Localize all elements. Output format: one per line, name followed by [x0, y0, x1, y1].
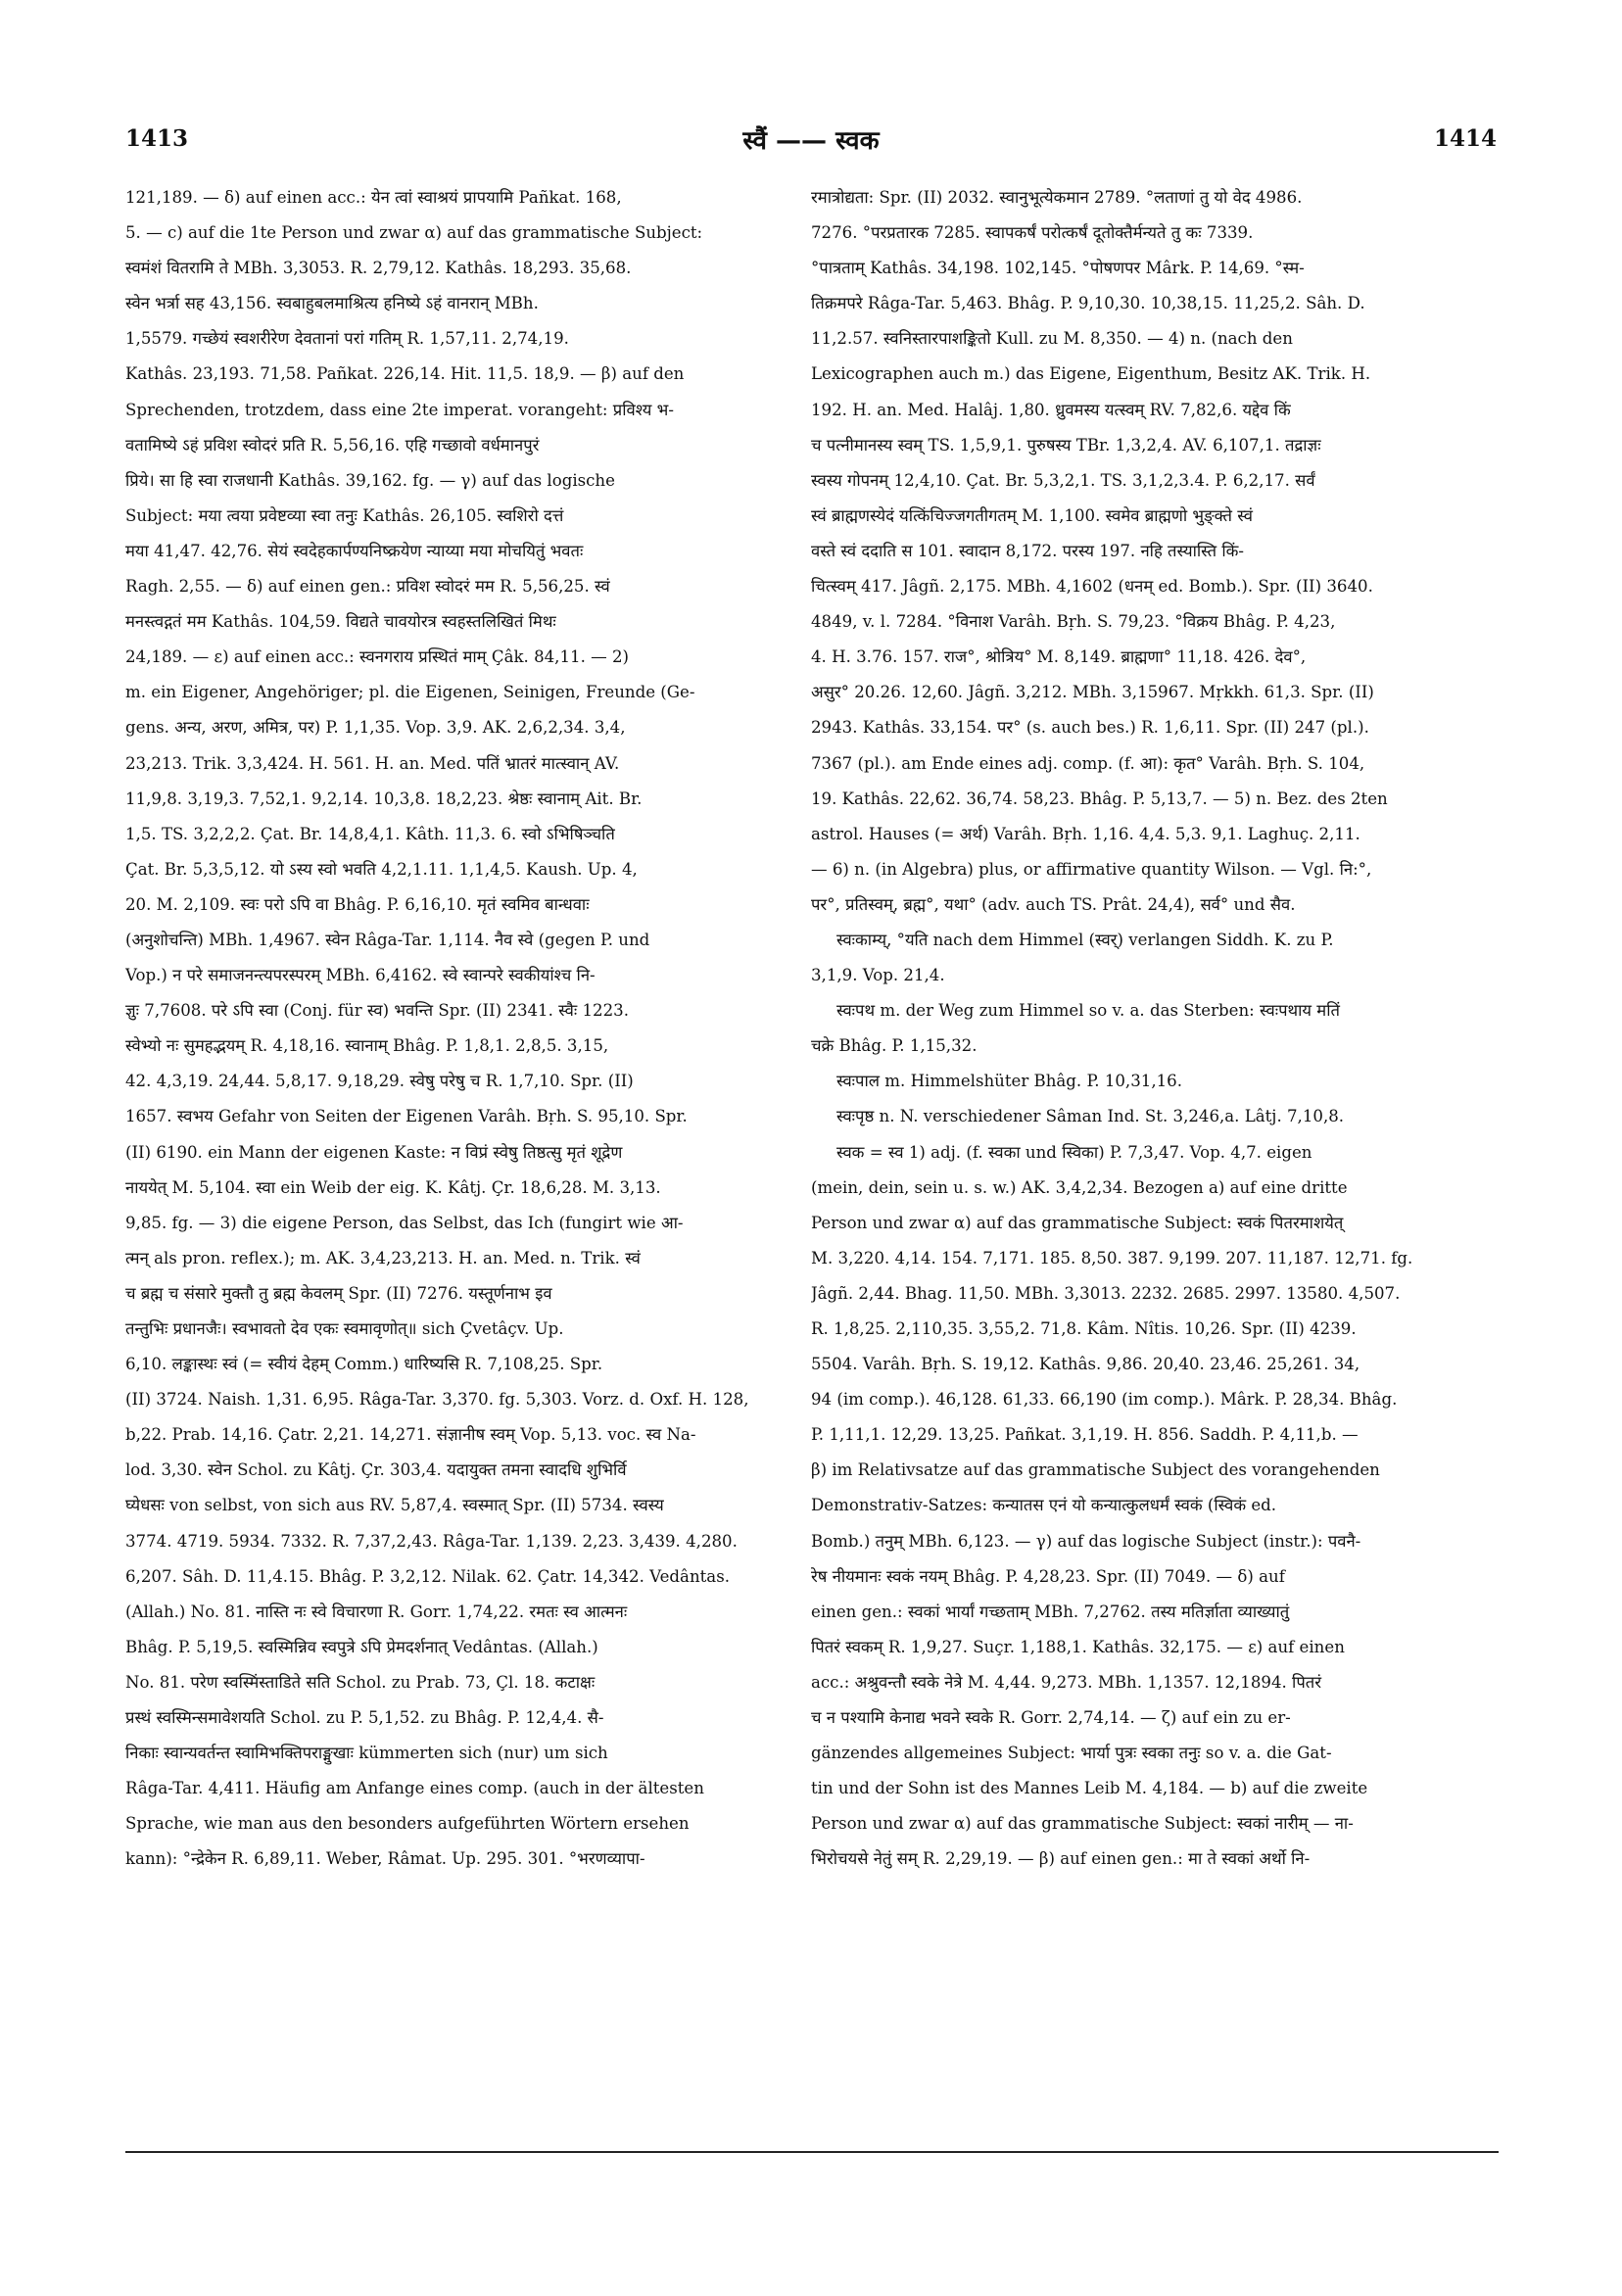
text-line: घ्येधसः von selbst, von sich aus RV. 5,87,4. स्वस्मात् Spr. (II) 5734. स्वस्य [125, 1496, 664, 1515]
text-line: स्वःपाल m. Himmelshüter Bhâg. P. 10,31,16. [836, 1072, 1182, 1091]
text-line: स्वेभ्यो नः सुमहद्भयम् R. 4,18,16. स्वानाम् Bhâg. P. 1,8,1. 2,8,5. 3,15, [125, 1036, 609, 1056]
text-line: 7367 (pl.). am Ende eines adj. comp. (f. आ): कृत° Varâh. Bṛh. S. 104, [811, 753, 1365, 773]
text-line: 1,5. TS. 3,2,2,2. Çat. Br. 14,8,4,1. Kâth. 11,3. 6. स्वो ऽभिषिञ्चति [125, 824, 615, 843]
text-line: चित्स्वम् 417. Jâgñ. 2,175. MBh. 4,1602 (धनम् ed. Bomb.). Spr. (II) 3640. [811, 577, 1373, 597]
text-line: च पत्नीमानस्य स्वम् TS. 1,5,9,1. पुरुषस्य TBr. 1,3,2,4. AV. 6,107,1. तद्राज्ञः [811, 435, 1321, 454]
text-line: 11,2.57. स्वनिस्तारपाशङ्कितो Kull. zu M. 8,350. — 4) n. (nach den [811, 329, 1293, 349]
text-line: स्वस्य गोपनम् 12,4,10. Çat. Br. 5,3,2,1. TS. 3,1,2,3.4. P. 6,2,17. सर्वं [811, 470, 1315, 490]
text-line: Jâgñ. 2,44. Bhag. 11,50. MBh. 3,3013. 2232. 2685. 2997. 13580. 4,507. [811, 1283, 1401, 1303]
text-line: Lexicographen auch m.) das Eigene, Eigenthum, Besitz AK. Trik. H. [811, 364, 1371, 384]
text-line: Çat. Br. 5,3,5,12. यो ऽस्य स्वो भवति 4,2,1.11. 1,1,4,5. Kaush. Up. 4, [125, 859, 638, 879]
text-line: R. 1,8,25. 2,110,35. 3,55,2. 71,8. Kâm. Nîtis. 10,26. Spr. (II) 4239. [811, 1319, 1357, 1338]
text-line: (mein, dein, sein u. s. w.) AK. 3,4,2,34. Bezogen a) auf eine dritte [811, 1177, 1348, 1197]
text-line: M. 3,220. 4,14. 154. 7,171. 185. 8,50. 387. 9,199. 207. 11,187. 12,71. fg. [811, 1248, 1413, 1268]
text-line: 3,1,9. Vop. 21,4. [811, 966, 945, 985]
text-line: 1,5579. गच्छेयं स्वशरीरेण देवतानां परां गतिम् R. 1,57,11. 2,74,19. [125, 329, 569, 349]
text-line: ज्ञुः 7,7608. परे ऽपि स्वा (Conj. für स्व) भवन्ति Spr. (II) 2341. स्वैः 1223. [125, 1001, 629, 1021]
text-line: °पात्रताम् Kathâs. 34,198. 102,145. °पोषणपर Mârk. P. 14,69. °स्म- [811, 259, 1305, 278]
text-line: (अनुशोचन्ति) MBh. 1,4967. स्वेन Râga-Tar. 1,114. नैव स्वे (gegen P. und [125, 930, 650, 949]
text-line: असुर° 20.26. 12,60. Jâgñ. 3,212. MBh. 3,15967. Mṛkkh. 61,3. Spr. (II) [811, 683, 1374, 702]
running-head: स्वैं —— स्वक [742, 126, 880, 156]
text-line: Bhâg. P. 5,19,5. स्वस्मिन्निव स्वपुत्रे ऽपि प्रेमदर्शनात् Vedântas. (Allah.) [125, 1637, 598, 1656]
text-line: gänzendes allgemeines Subject: भार्या पुत्रः स्वका तनुः so v. a. die Gat- [811, 1744, 1332, 1763]
text-line: प्रिये। सा हि स्वा राजधानी Kathâs. 39,162. fg. — γ) auf das logische [125, 470, 615, 490]
text-line: β) im Relativsatze auf das grammatische Subject des vorangehenden [811, 1460, 1380, 1480]
text-line: 23,213. Trik. 3,3,424. H. 561. H. an. Med. पतिं भ्रातरं मात्स्वान् AV. [125, 753, 620, 773]
text-line: 6,10. लङ्कास्थः स्वं (= स्वीयं देहम् Comm.) धारिष्यसि R. 7,108,25. Spr. [125, 1355, 603, 1374]
text-line: पर°, प्रतिस्वम्, ब्रह्म°, यथा° (adv. auch TS. Prât. 24,4), सर्व° und सैव. [811, 894, 1296, 914]
text-line: स्वमंशं वितरामि ते MBh. 3,3053. R. 2,79,12. Kathâs. 18,293. 35,68. [125, 259, 632, 278]
text-line: भिरोचयसे नेतुं सम् R. 2,29,19. — β) auf einen gen.: मा ते स्वकां अर्थो नि- [811, 1849, 1311, 1869]
text-line: 3774. 4719. 5934. 7332. R. 7,37,2,43. Râga-Tar. 1,139. 2,23. 3,439. 4,280. [125, 1531, 738, 1551]
text-line: b,22. Prab. 14,16. Çatr. 2,21. 14,271. संज्ञानीष स्वम् Vop. 5,13. voc. स्व Na- [125, 1425, 696, 1445]
text-line: वस्ते स्वं ददाति स 101. स्वादान 8,172. परस्य 197. नहि तस्यास्ति किं- [811, 541, 1245, 560]
text-line: मनस्त्वद्गतं मम Kathâs. 104,59. विद्यते चावयोरत्र स्वहस्तलिखितं मिथः [125, 612, 556, 632]
text-line: नाययेत् M. 5,104. स्वा ein Weib der eig. K. Kâtj. Çr. 18,6,28. M. 3,13. [125, 1177, 661, 1197]
text-line: स्वःकाम्य्, °यति nach dem Himmel (स्वर्) verlangen Siddh. K. zu P. [836, 930, 1334, 949]
text-line: 11,9,8. 3,19,3. 7,52,1. 9,2,14. 10,3,8. 18,2,23. श्रेष्ठः स्वानाम् Ait. Br. [125, 789, 643, 808]
text-line: 2943. Kathâs. 33,154. पर° (s. auch bes.) R. 1,6,11. Spr. (II) 247 (pl.). [811, 718, 1369, 738]
text-line: मया 41,47. 42,76. सेयं स्वदेहकार्पण्यनिष्क्रयेण न्याय्या मया मोचयितुं भवतः [125, 541, 584, 560]
text-line: 19. Kathâs. 22,62. 36,74. 58,23. Bhâg. P. 5,13,7. — 5) n. Bez. des 2ten [811, 789, 1388, 808]
text-line: 4. H. 3.76. 157. राज°, श्रोत्रिय° M. 8,149. ब्राह्मणा° 11,18. 426. देव°, [811, 647, 1307, 667]
text-line: Demonstrativ-Satzes: कन्यातस एनं यो कन्यात्कुलधर्मं स्वकं (स्विकं ed. [811, 1496, 1277, 1515]
text-line: 5. — c) auf die 1te Person und zwar α) auf das grammatische Subject: [125, 223, 703, 243]
text-line: रमात्रोद्यता: Spr. (II) 2032. स्वानुभूत्येकमान 2789. °लताणां तु यो वेद 4986. [811, 188, 1303, 207]
text-line: 4849, v. l. 7284. °विनाश Varâh. Bṛh. S. 79,23. °विक्रय Bhâg. P. 4,23, [811, 612, 1336, 632]
text-line: Person und zwar α) auf das grammatische Subject: स्वकां नारीम् — ना- [811, 1814, 1354, 1834]
text-line: 1657. स्वभय Gefahr von Seiten der Eigenen Varâh. Bṛh. S. 95,10. Spr. [125, 1107, 688, 1126]
right-column [811, 180, 1499, 2125]
text-line: 121,189. — δ) auf einen acc.: येन त्वां स्वाश्रयं प्रापयामि Pañkat. 168, [125, 188, 622, 207]
text-line: astrol. Hauses (= अर्थ) Varâh. Bṛh. 1,16. 4,4. 5,3. 9,1. Laghuç. 2,11. [811, 824, 1360, 843]
text-line: स्वेन भर्त्रा सह 43,156. स्वबाहुबलमाश्रित्य हनिष्ये ऽहं वानरान् MBh. [125, 294, 539, 313]
text-line: 9,85. fg. — 3) die eigene Person, das Selbst, das Ich (fungirt wie आ- [125, 1213, 684, 1232]
text-line: Bomb.) तनुम् MBh. 6,123. — γ) auf das logische Subject (instr.): पवनै- [811, 1531, 1361, 1551]
text-line: स्वं ब्राह्मणस्येदं यत्किंचिज्जगतीगतम् M. 1,100. स्वमेव ब्राह्मणो भुङ्क्ते स्वं [811, 505, 1253, 525]
text-line: 6,207. Sâh. D. 11,4.15. Bhâg. P. 3,2,12. Nilak. 62. Çatr. 14,342. Vedântas. [125, 1566, 730, 1586]
text-line: स्वःपृष्ठ n. N. verschiedener Sâman Ind. St. 3,246,a. Lâtj. 7,10,8. [836, 1107, 1345, 1126]
text-line: त्मन् als pron. reflex.); m. AK. 3,4,23,213. H. an. Med. n. Trik. स्वं [125, 1248, 641, 1268]
page-number-left: 1413 [125, 125, 189, 152]
text-line: einen gen.: स्वकां भार्यां गच्छताम् MBh. 7,2762. तस्य मतिर्ज्ञाता व्याख्यातुं [811, 1602, 1290, 1621]
text-line: निकाः स्वान्यवर्तन्त स्वामिभक्तिपराङ्मुखाः kümmerten sich (nur) um sich [125, 1744, 608, 1763]
text-line: वतामिष्ये ऽहं प्रविश स्वोदरं प्रति R. 5,56,16. एहि गच्छावो वर्धमानपुरं [125, 435, 540, 454]
text-line: tin und der Sohn ist des Mannes Leib M. 4,184. — b) auf die zweite [811, 1779, 1368, 1798]
text-line: Sprechenden, trotzdem, dass eine 2te imperat. vorangeht: प्रविश्य भ- [125, 400, 674, 419]
text-line: 7276. °परप्रतारक 7285. स्वापकर्षं परोत्कर्षं दूतोक्तैर्मन्यते तु कः 7339. [811, 223, 1254, 243]
text-line: 24,189. — ε) auf einen acc.: स्वनगराय प्रस्थितं माम् Çâk. 84,11. — 2) [125, 647, 630, 667]
text-line: (II) 6190. ein Mann der eigenen Kaste: न विप्रं स्वेषु तिष्ठत्सु मृतं शूद्रेण [125, 1142, 623, 1162]
text-line: Kathâs. 23,193. 71,58. Pañkat. 226,14. Hit. 11,5. 18,9. — β) auf den [125, 364, 685, 384]
text-line: Sprache, wie man aus den besonders aufgeführten Wörtern ersehen [125, 1814, 690, 1834]
text-line: 5504. Varâh. Bṛh. S. 19,12. Kathâs. 9,86. 20,40. 23,46. 25,261. 34, [811, 1355, 1360, 1374]
text-line: lod. 3,30. स्वेन Schol. zu Kâtj. Çr. 303,4. यदायुक्त तमना स्वादधि शुभिर्वि [125, 1460, 627, 1480]
text-line: No. 81. परेण स्वस्मिंस्ताडिते सति Schol. zu Prab. 73, Çl. 18. कटाक्षः [125, 1672, 596, 1692]
text-line: प्रस्थं स्वस्मिन्समावेशयति Schol. zu P. 5,1,52. zu Bhâg. P. 12,4,4. सै- [125, 1708, 604, 1728]
text-line: च ब्रह्म च संसारे मुक्तौ तु ब्रह्म केवलम् Spr. (II) 7276. यस्तूर्णनाभ इव [125, 1283, 552, 1303]
text-line: च न पश्यामि केनाद्य भवने स्वके R. Gorr. 2,74,14. — ζ) auf ein zu er- [811, 1708, 1291, 1728]
text-line: तन्तुभिः प्रधानजैः। स्वभावतो देव एकः स्वमावृणोत्॥ sich Çvetâçv. Up. [125, 1319, 564, 1338]
left-column [125, 180, 811, 2125]
text-line: kann): °न्द्रेकेन R. 6,89,11. Weber, Râmat. Up. 295. 301. °भरणव्यापा- [125, 1849, 645, 1869]
text-line: (II) 3724. Naish. 1,31. 6,95. Râga-Tar. 3,370. fg. 5,303. Vorz. d. Oxf. H. 128, [125, 1390, 749, 1410]
text-line: 20. M. 2,109. स्वः परो ऽपि वा Bhâg. P. 6,16,10. मृतं स्वमिव बान्धवाः [125, 894, 590, 914]
bottom-rule [125, 2151, 1499, 2153]
text-line: gens. अन्य, अरण, अमित्र, पर) P. 1,1,35. Vop. 3,9. AK. 2,6,2,34. 3,4, [125, 718, 626, 738]
text-line: 192. H. an. Med. Halâj. 1,80. ध्रुवमस्य यत्स्वम् RV. 7,82,6. यद्देव किं [811, 400, 1291, 419]
text-line: स्वक = स्व 1) adj. (f. स्वका und स्विका) P. 7,3,47. Vop. 4,7. eigen [836, 1142, 1312, 1162]
text-line: Vop.) न परे समाजनन्त्यपरस्परम् MBh. 6,4162. स्वे स्वान्परे स्वकीयांश्च नि- [125, 966, 596, 985]
text-line: Subject: मया त्वया प्रवेष्टव्या स्वा तनुः Kathâs. 26,105. स्वशिरो दत्तं [125, 505, 564, 525]
text-line: चक्रे Bhâg. P. 1,15,32. [811, 1036, 978, 1056]
text-line: स्वःपथ m. der Weg zum Himmel so v. a. das Sterben: स्वःपथाय मतिं [836, 1001, 1340, 1021]
text-line: P. 1,11,1. 12,29. 13,25. Pañkat. 3,1,19. H. 856. Saddh. P. 4,11,b. — [811, 1425, 1359, 1445]
text-line: 42. 4,3,19. 24,44. 5,8,17. 9,18,29. स्वेषु परेषु च R. 1,7,10. Spr. (II) [125, 1072, 634, 1091]
text-line: तिक्रमपरे Râga-Tar. 5,463. Bhâg. P. 9,10,30. 10,38,15. 11,25,2. Sâh. D. [811, 294, 1365, 313]
text-line: Person und zwar α) auf das grammatische Subject: स्वकं पितरमाशयेत् [811, 1213, 1344, 1232]
text-line: रेष नीयमानः स्वकं नयम् Bhâg. P. 4,28,23. Spr. (II) 7049. — δ) auf [811, 1566, 1285, 1586]
text-line: m. ein Eigener, Angehöriger; pl. die Eigenen, Seinigen, Freunde (Ge- [125, 683, 695, 702]
text-line: पितरं स्वकम् R. 1,9,27. Suçr. 1,188,1. Kathâs. 32,175. — ε) auf einen [811, 1637, 1345, 1656]
text-line: Râga-Tar. 4,411. Häufig am Anfange eines comp. (auch in der ältesten [125, 1779, 704, 1798]
text-line: (Allah.) No. 81. नास्ति नः स्वे विचारणा R. Gorr. 1,74,22. रमतः स्व आत्मनः [125, 1602, 628, 1621]
text-line: Ragh. 2,55. — δ) auf einen gen.: प्रविश स्वोदरं मम R. 5,56,25. स्वं [125, 577, 610, 597]
text-line: — 6) n. (in Algebra) plus, or affirmative quantity Wilson. — Vgl. नि:°, [811, 859, 1372, 879]
text-line: 94 (im comp.). 46,128. 61,33. 66,190 (im comp.). Mârk. P. 28,34. Bhâg. [811, 1390, 1398, 1410]
page-number-right: 1414 [1433, 125, 1497, 152]
text-line: acc.: अश्रुवन्तौ स्वके नेत्रे M. 4,44. 9,273. MBh. 1,1357. 12,1894. पितरं [811, 1672, 1322, 1692]
